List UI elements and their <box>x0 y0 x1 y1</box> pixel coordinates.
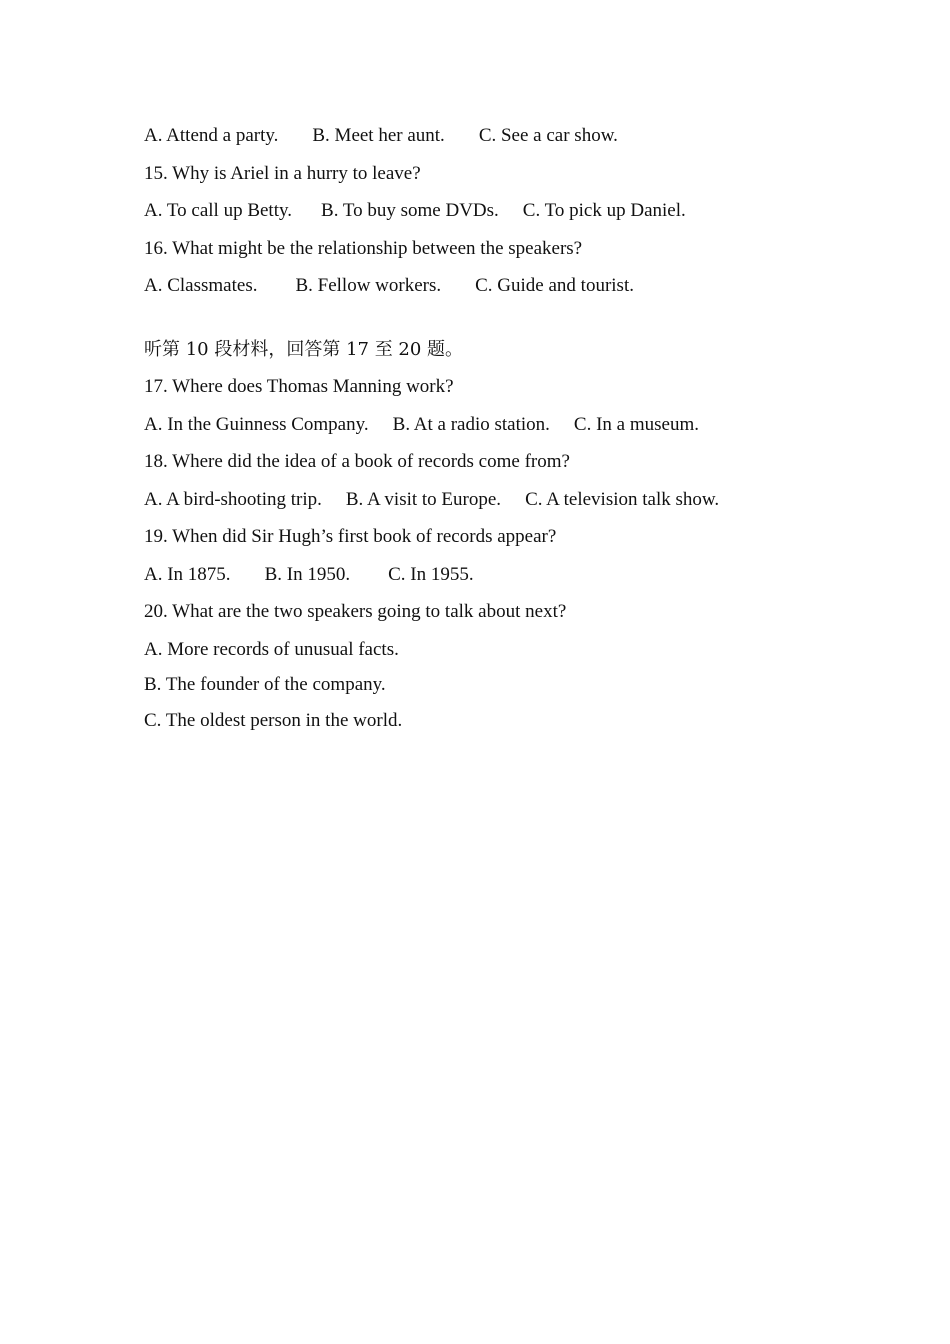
section-10-heading: 听第 10 段材料，回答第 17 至 20 题。 <box>144 338 464 360</box>
q15-option-b: B. To buy some DVDs. <box>321 200 499 221</box>
q20-option-a: A. More records of unusual facts. <box>144 638 399 660</box>
q15-option-c: C. To pick up Daniel. <box>522 200 686 221</box>
q15-question: 15. Why is Ariel in a hurry to leave? <box>144 162 421 184</box>
q20-option-b: B. The founder of the company. <box>144 674 386 695</box>
q16-options <box>144 273 864 311</box>
q20-question: 20. What are the two speakers going to talk about next? <box>144 601 567 622</box>
q19-option-b: B. In 1950. <box>264 563 351 585</box>
q16-option-c: C. Guide and tourist. <box>475 275 634 296</box>
q14-option-c: C. See a car show. <box>478 125 618 146</box>
q18-option-c: C. A television talk show. <box>525 488 720 510</box>
q14-option-b: B. Meet her aunt. <box>312 125 445 146</box>
q15-option-a: A. To call up Betty. <box>144 200 293 221</box>
q18-options <box>144 487 864 525</box>
q16-option-a: A. Classmates. <box>144 275 258 296</box>
q16-option-b: B. Fellow workers. <box>295 275 442 296</box>
listening-questions <box>144 123 864 743</box>
section-spacer <box>144 311 864 337</box>
q14-options <box>144 123 864 161</box>
q18-option-a: A. A bird-shooting trip. <box>144 488 322 510</box>
q15-options <box>144 198 864 236</box>
q19-question: 19. When did Sir Hugh’s first book of records appear? <box>144 526 557 547</box>
q20-option-c: C. The oldest person in the world. <box>144 709 403 731</box>
q17-options <box>144 412 864 450</box>
q18-option-b: B. A visit to Europe. <box>345 488 502 510</box>
q19-option-a: A. In 1875. <box>144 563 231 585</box>
q18-question: 18. Where did the idea of a book of records come from? <box>144 451 570 472</box>
q17-option-a: A. In the Guinness Company. <box>144 413 369 435</box>
q17-option-b: B. At a radio station. <box>392 413 550 435</box>
q16-question: 16. What might be the relationship between the speakers? <box>144 237 583 259</box>
q19-options <box>144 562 864 600</box>
q17-option-c: C. In a museum. <box>573 413 699 435</box>
q17-question: 17. Where does Thomas Manning work? <box>144 376 454 397</box>
q14-option-a: A. Attend a party. <box>144 125 279 146</box>
q19-option-c: C. In 1955. <box>388 563 474 585</box>
